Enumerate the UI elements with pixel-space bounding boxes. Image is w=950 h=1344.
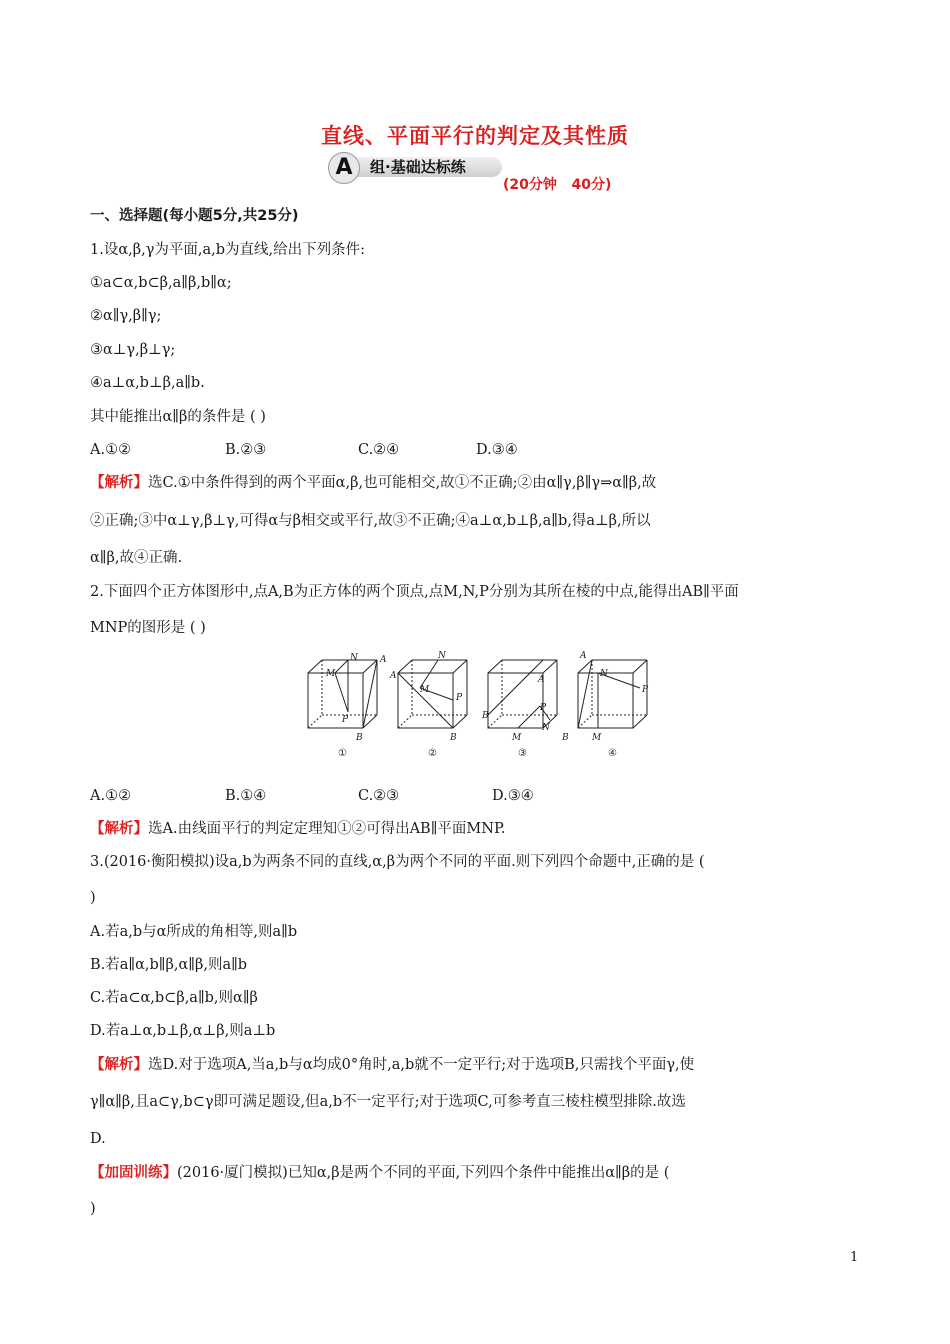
fig4-label-b: B	[562, 733, 569, 743]
fig1-caption: ①	[338, 748, 347, 759]
q1-solution-line-2: ②正确;③中α⊥γ,β⊥γ,可得α与β相交或平行,故③不正确;④a⊥α,b⊥β,a∥b,得a⊥β,所以	[90, 513, 651, 529]
page-title: 直线、平面平行的判定及其性质	[321, 124, 629, 148]
fig4-caption: ④	[608, 748, 617, 759]
solution-tag: 【解析】	[90, 1057, 148, 1073]
cube-figure-4	[578, 660, 647, 728]
solution-tag: 【解析】	[90, 475, 148, 491]
q1-option-a: A.①②	[90, 442, 132, 458]
cube-figure-3	[488, 660, 557, 728]
q1-option-c: C.②④	[358, 442, 400, 458]
fig2-label-a: A	[390, 671, 397, 681]
fig4-label-a: A	[580, 651, 587, 661]
q1-solution-line-3: α∥β,故④正确.	[90, 550, 183, 566]
fig4-label-n: N	[600, 669, 608, 679]
q3-solution-line-2: γ∥α∥β,且a⊂γ,b⊂γ即可满足题设,但a,b不一定平行;对于选项C,可参考直三棱柱模型排除.故选	[90, 1094, 686, 1110]
q2-solution-line	[90, 819, 505, 839]
fig4-label-m: M	[592, 733, 602, 743]
fig2-label-m: M	[420, 685, 430, 695]
badge-text: 组·基础达标练	[370, 158, 466, 176]
q2-option-d: D.③④	[492, 788, 534, 804]
fig1-label-b: B	[356, 733, 363, 743]
q2-option-b: B.①④	[225, 788, 267, 804]
fig3-label-a: A	[538, 675, 545, 685]
q2-stem-line-1: 2.下面四个正方体图形中,点A,B为正方体的两个顶点,点M,N,P分别为其所在棱的中点,能得出AB∥平面	[90, 584, 739, 600]
q3-solution-text-1: 选D.对于选项A,当a,b与α均成0°角时,a,b就不一定平行;对于选项B,只需找个平面γ,使	[148, 1057, 695, 1073]
fig3-label-n: N	[542, 723, 550, 733]
q1-condition-4: ④a⊥α,b⊥β,a∥b.	[90, 375, 205, 391]
q2-option-a: A.①②	[90, 788, 132, 804]
page-number: 1	[850, 1250, 859, 1265]
fig3-label-p: P	[540, 703, 547, 713]
extra-stem-line-1	[90, 1163, 669, 1183]
q3-option-c: C.若a⊂α,b⊂β,a∥b,则α∥β	[90, 990, 258, 1006]
q3-option-b: B.若a∥α,b∥β,α∥β,则a∥b	[90, 957, 248, 973]
extra-stem-text: (2016·厦门模拟)已知α,β是两个不同的平面,下列四个条件中能推出α∥β的是 (	[177, 1165, 670, 1181]
q1-condition-1: ①a⊂α,b⊂β,a∥β,b∥α;	[90, 275, 232, 291]
q3-solution-line-3: D.	[90, 1131, 106, 1147]
q1-condition-3: ③α⊥γ,β⊥γ;	[90, 342, 176, 358]
time-score: (20分钟 40分)	[503, 177, 612, 193]
cube-figures	[300, 648, 660, 760]
q1-option-d: D.③④	[476, 442, 518, 458]
badge-letter: A	[328, 152, 360, 184]
q1-option-b: B.②③	[225, 442, 267, 458]
fig1-label-m: M	[326, 669, 336, 679]
fig2-label-b: B	[450, 733, 457, 743]
q2-stem-line-2: MNP的图形是 ( )	[90, 620, 206, 636]
q1-solution-text-1: 选C.①中条件得到的两个平面α,β,也可能相交,故①不正确;②由α∥γ,β∥γ⇒α∥β,故	[148, 475, 657, 491]
fig2-label-n: N	[438, 651, 446, 661]
fig2-label-p: P	[456, 693, 463, 703]
solution-tag: 【解析】	[90, 821, 148, 837]
q2-solution-text: 选A.由线面平行的判定定理知①②可得出AB∥平面MNP.	[148, 821, 506, 837]
fig2-caption: ②	[428, 748, 437, 759]
q2-option-c: C.②③	[358, 788, 400, 804]
extra-stem-line-2: )	[90, 1201, 96, 1217]
extra-tag: 【加固训练】	[90, 1165, 177, 1181]
group-badge	[328, 152, 508, 184]
fig1-label-n: N	[350, 653, 358, 663]
q1-stem: 1.设α,β,γ为平面,a,b为直线,给出下列条件:	[90, 242, 366, 258]
q3-option-d: D.若a⊥α,b⊥β,α⊥β,则a⊥b	[90, 1023, 276, 1039]
fig4-label-p: P	[642, 685, 649, 695]
fig1-label-a: A	[380, 655, 387, 665]
q3-stem-line-2: )	[90, 890, 96, 906]
q1-ask: 其中能推出α∥β的条件是 ( )	[90, 409, 266, 425]
q1-condition-2: ②α∥γ,β∥γ;	[90, 308, 162, 324]
section-heading: 一、选择题(每小题5分,共25分)	[90, 208, 299, 224]
q3-option-a: A.若a,b与α所成的角相等,则a∥b	[90, 924, 298, 940]
q1-solution-line-1	[90, 473, 656, 493]
q3-stem-line-1: 3.(2016·衡阳模拟)设a,b为两条不同的直线,α,β为两个不同的平面.则下列四个命题中,正确的是 (	[90, 854, 705, 870]
fig3-label-b: B	[482, 711, 489, 721]
q3-solution-line-1	[90, 1055, 694, 1075]
fig3-caption: ③	[518, 748, 527, 759]
fig1-label-p: P	[342, 715, 349, 725]
fig3-label-m: M	[512, 733, 522, 743]
